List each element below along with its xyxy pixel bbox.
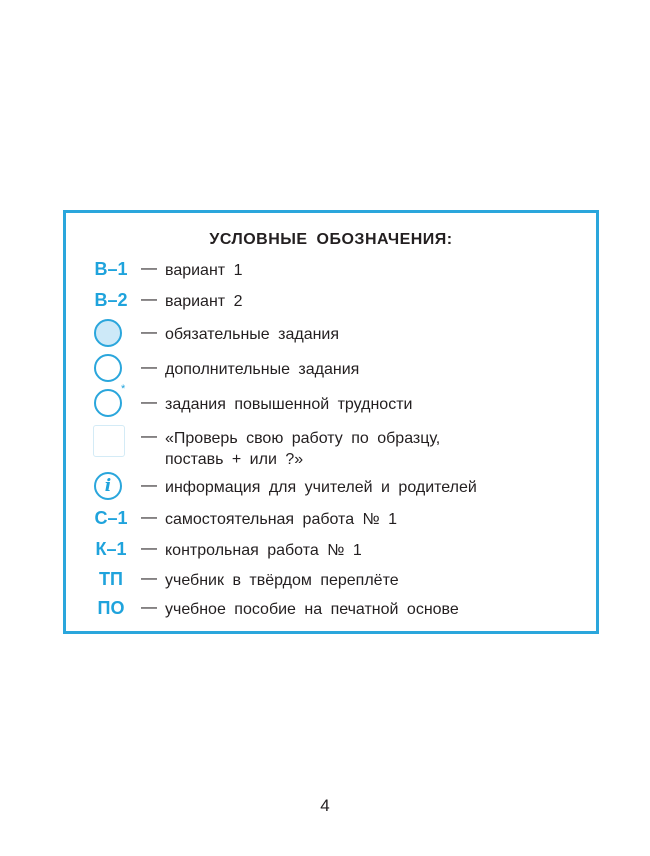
description xyxy=(165,428,440,470)
dash: — xyxy=(141,428,157,445)
legend-row xyxy=(66,596,596,620)
dash: — xyxy=(141,359,157,376)
dash: — xyxy=(141,394,157,411)
description: информация для учителей и родителей xyxy=(165,479,477,496)
description: самостоятельная работа № 1 xyxy=(165,511,398,528)
legend-row xyxy=(66,288,596,312)
description: учебник в твёрдом переплёте xyxy=(165,572,399,589)
description: задания повышенной трудности xyxy=(165,396,413,413)
legend-box xyxy=(63,210,599,634)
description: дополнительные задания xyxy=(165,361,360,378)
dash: — xyxy=(141,477,157,494)
description: учебное пособие на печатной основе xyxy=(165,601,459,618)
empty-circle-icon xyxy=(94,354,122,382)
circle-star-icon xyxy=(94,389,122,417)
legend-row xyxy=(66,383,596,415)
page-number: 4 xyxy=(320,796,330,815)
legend-title: УСЛОВНЫЕ ОБОЗНАЧЕНИЯ: xyxy=(209,231,453,248)
dash: — xyxy=(141,540,157,557)
description: обязательные задания xyxy=(165,326,340,343)
code-label: ПО xyxy=(97,598,125,618)
legend-row xyxy=(66,356,596,380)
dash: — xyxy=(141,509,157,526)
dash: — xyxy=(141,291,157,308)
description-line-1: «Проверь свою работу по образцу, xyxy=(165,430,441,447)
legend-row xyxy=(66,257,596,281)
legend-row xyxy=(66,537,596,561)
info-icon: i xyxy=(94,472,122,500)
code-label: К–1 xyxy=(95,539,127,559)
code-label: ТП xyxy=(99,569,123,589)
legend-row xyxy=(66,567,596,591)
description: вариант 1 xyxy=(165,262,243,279)
dash: — xyxy=(141,599,157,616)
legend-row xyxy=(66,321,596,345)
legend-row xyxy=(66,506,596,530)
star-icon: * xyxy=(121,383,126,395)
filled-circle-icon xyxy=(94,319,122,347)
code-label: В–2 xyxy=(94,290,128,310)
dash: — xyxy=(141,324,157,341)
code-label: В–1 xyxy=(94,259,128,279)
description-line-2: поставь + или ?» xyxy=(165,451,304,468)
description: вариант 2 xyxy=(165,293,243,310)
legend-row xyxy=(66,425,596,469)
dash: — xyxy=(141,570,157,587)
code-label: С–1 xyxy=(94,508,128,528)
description: контрольная работа № 1 xyxy=(165,542,362,559)
dash: — xyxy=(141,260,157,277)
legend-row xyxy=(66,474,596,498)
check-square-icon xyxy=(93,425,125,457)
